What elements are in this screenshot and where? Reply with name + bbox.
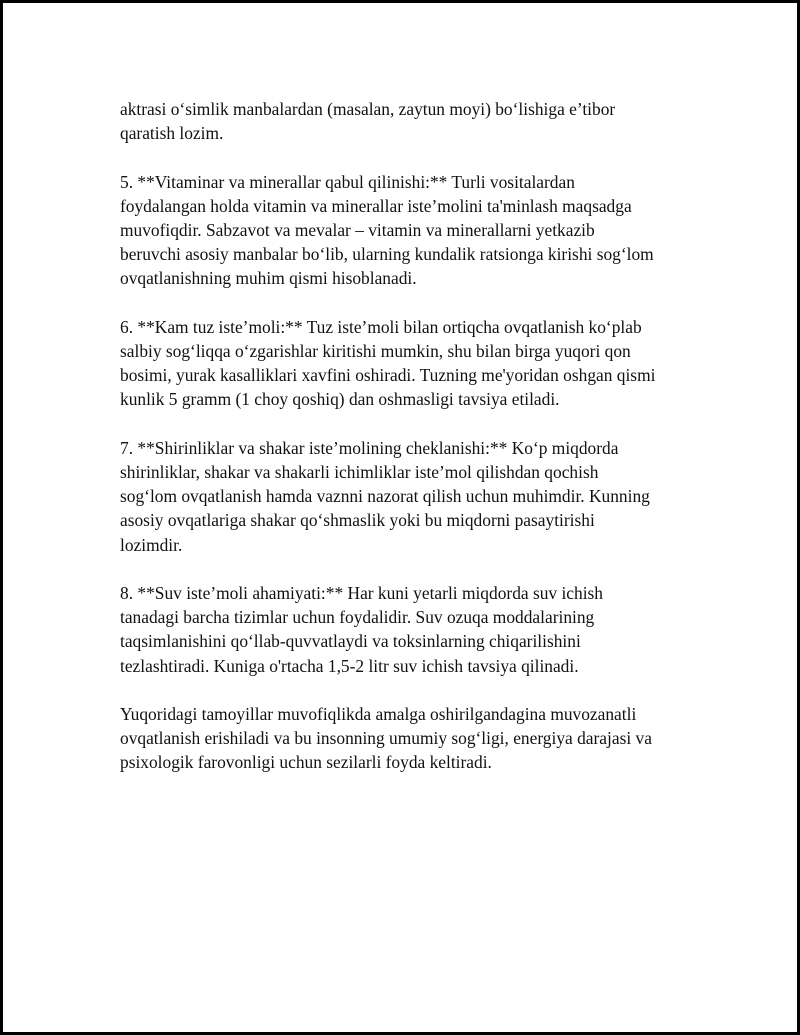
- text-line: salbiy sog‘liqqa o‘zgarishlar kiritishi mumkin, shu bilan birga yuqori qon: [120, 341, 631, 361]
- text-line: Yuqoridagi tamoyillar muvofiqlikda amalga oshirilgandagina muvozanatli: [120, 704, 637, 724]
- text-line: aktrasi o‘simlik manbalardan (masalan, zaytun moyi) bo‘lishiga e’tibor: [120, 99, 616, 119]
- paragraph-sugar: [120, 436, 700, 557]
- text-line: 7. **Shirinliklar va shakar iste’molining cheklanishi:** Ko‘p miqdorda: [120, 437, 619, 458]
- text-line: asosiy ovqatlariga shakar qo‘shmaslik yoki bu miqdorni pasaytirishi: [120, 510, 595, 531]
- text-line: beruvchi asosiy manbalar bo‘lib, ularning kundalik ratsionga kirishi sog‘lom: [120, 244, 654, 265]
- paragraph-fats-continuation: [120, 97, 700, 145]
- text-line: qaratish lozim.: [120, 123, 224, 144]
- text-line: kunlik 5 gramm (1 choy qoshiq) dan oshmasligi tavsiya etiladi.: [120, 389, 560, 410]
- text-line: 5. **Vitaminar va minerallar qabul qilinishi:** Turli vositalardan: [120, 171, 575, 192]
- text-line: taqsimlanishini qo‘llab-quvvatlaydi va toksinlarning chiqarilishini: [120, 631, 581, 652]
- document-body: [120, 97, 700, 799]
- text-line: 6. **Kam tuz iste’moli:** Tuz iste’moli bilan ortiqcha ovqatlanish ko‘plab: [120, 316, 642, 337]
- paragraph-conclusion: [120, 702, 700, 775]
- text-line: sog‘lom ovqatlanish hamda vaznni nazorat qilish uchun muhimdir. Kunning: [120, 486, 650, 507]
- text-line: ovqatlanishning muhim qismi hisoblanadi.: [120, 268, 417, 289]
- text-line: shirinliklar, shakar va shakarli ichimliklar iste’mol qilishdan qochish: [120, 462, 599, 482]
- text-line: psixologik farovonligi uchun sezilarli foyda keltiradi.: [120, 752, 492, 773]
- paragraph-water: [120, 581, 700, 678]
- text-line: bosimi, yurak kasalliklari xavfini oshiradi. Tuzning me'yoridan oshgan qismi: [120, 365, 656, 386]
- text-line: muvofiqdir. Sabzavot va mevalar – vitamin va minerallarni yetkazib: [120, 220, 595, 240]
- text-line: 8. **Suv iste’moli ahamiyati:** Har kuni yetarli miqdorda suv ichish: [120, 583, 603, 603]
- text-line: tezlashtiradi. Kuniga o'rtacha 1,5-2 litr suv ichish tavsiya qilinadi.: [120, 655, 579, 676]
- paragraph-salt: [120, 315, 700, 412]
- paragraph-vitamins: [120, 170, 700, 291]
- text-line: lozimdir.: [120, 534, 183, 555]
- text-line: foydalangan holda vitamin va minerallar iste’molini ta'minlash maqsadga: [120, 195, 632, 216]
- text-line: ovqatlanish erishiladi va bu insonning umumiy sog‘ligi, energiya darajasi va: [120, 728, 652, 749]
- text-line: tanadagi barcha tizimlar uchun foydalidir. Suv ozuqa moddalarining: [120, 607, 595, 628]
